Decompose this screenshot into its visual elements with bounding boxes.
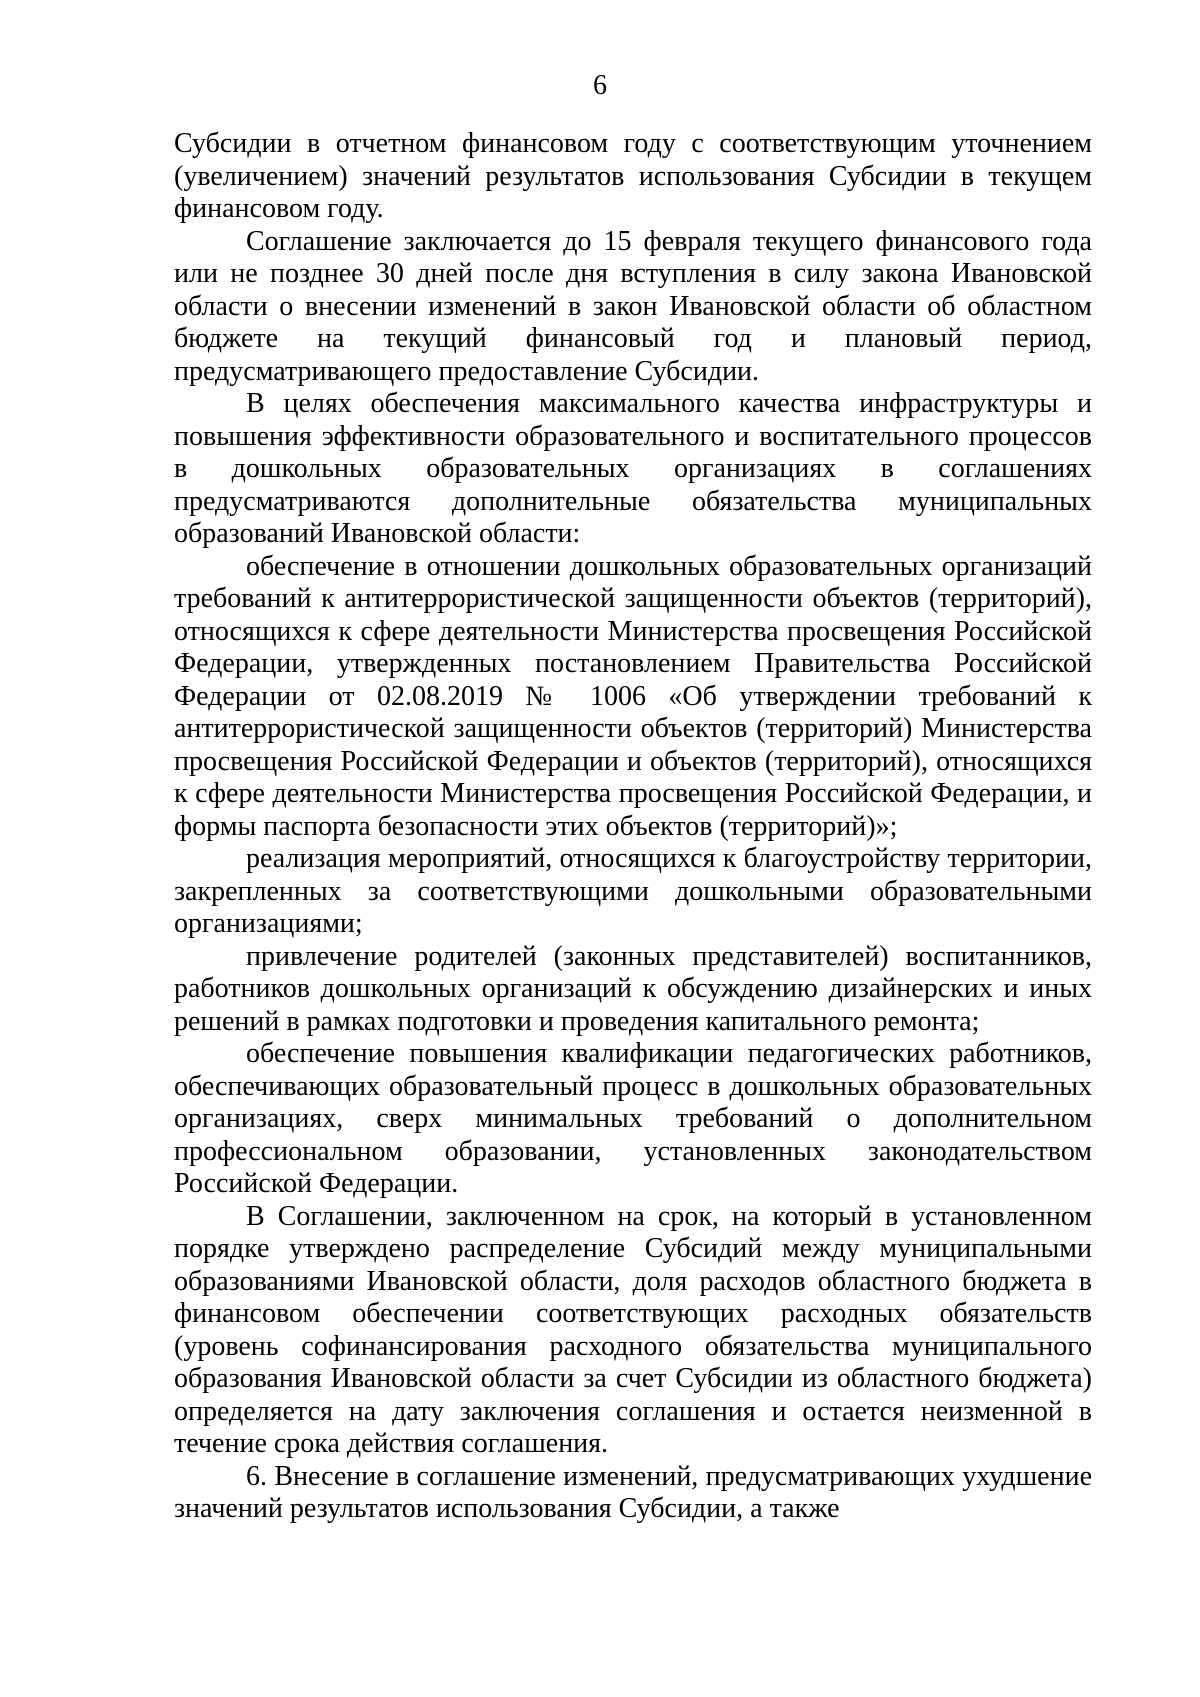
list-item-antiterror-protection: обеспечение в отношении дошкольных образовательных организаций требований к антитеррористической защищенности объектов (территорий), относящихся к сфере деятельности Министерства просвещения Российской Федерации, утвержденных постановлением Правительства Российской Федерации от 02.08.2019 № 1006 «Об утверждении требований к антитеррористической защищенности объектов (территорий) Министерства просвещения Российской Федерации и объектов (территорий), относящихся к сфере деятельности Министерства просвещения Российской Федерации, и формы паспорта безопасности этих объектов (территорий)»; [174, 550, 1092, 842]
list-item-parent-involvement: привлечение родителей (законных представителей) воспитанников, работников дошкольных организаций к обсуждению дизайнерских и иных решений в рамках подготовки и проведения капитального ремонта; [174, 940, 1092, 1037]
paragraph-cofinancing-share: В Соглашении, заключенном на срок, на который в установленном порядке утверждено распределение Субсидий между муниципальными образованиями Ивановской области, доля расходов областного бюджета в финансовом обеспечении соответствующих расходных обязательств (уровень софинансирования расходного обязательства муниципального образования Ивановской области за счет Субсидии из областного бюджета) определяется на дату заключения соглашения и остается неизменной в течение срока действия соглашения. [174, 1200, 1092, 1459]
list-item-landscaping: реализация мероприятий, относящихся к благоустройству территории, закрепленных за соответствующими дошкольными образовательными организациями; [174, 843, 1092, 939]
paragraph-additional-obligations: В целях обеспечения максимального качества инфраструктуры и повышения эффективности образовательного и воспитательного процессов в дошкольных образовательных организациях в соглашениях предусматриваются дополнительные обязательства муниципальных образований Ивановской области: [174, 388, 1092, 549]
paragraph-agreement-deadline: Соглашение заключается до 15 февраля текущего финансового года или не позднее 30 дней после дня вступления в силу закона Ивановской области о внесении изменений в закон Ивановской области об областном бюджете на текущий финансовый год и плановый период, предусматривающего предоставление Субсидии. [174, 225, 1092, 387]
paragraph-continuation: Субсидии в отчетном финансовом году с соответствующим уточнением (увеличением) значений результатов использования Субсидии в текущем финансовом году. [174, 128, 1092, 224]
paragraph-clause-6: 6. Внесение в соглашение изменений, предусматривающих ухудшение значений результатов использования Субсидии, а также [174, 1460, 1092, 1524]
page-number: 6 [593, 70, 607, 101]
list-item-qualification: обеспечение повышения квалификации педагогических работников, обеспечивающих образовательный процесс в дошкольных образовательных организациях, сверх минимальных требований о дополнительном профессиональном образовании, установленных законодательством Российской Федерации. [174, 1038, 1092, 1199]
document-body [174, 128, 1092, 1526]
